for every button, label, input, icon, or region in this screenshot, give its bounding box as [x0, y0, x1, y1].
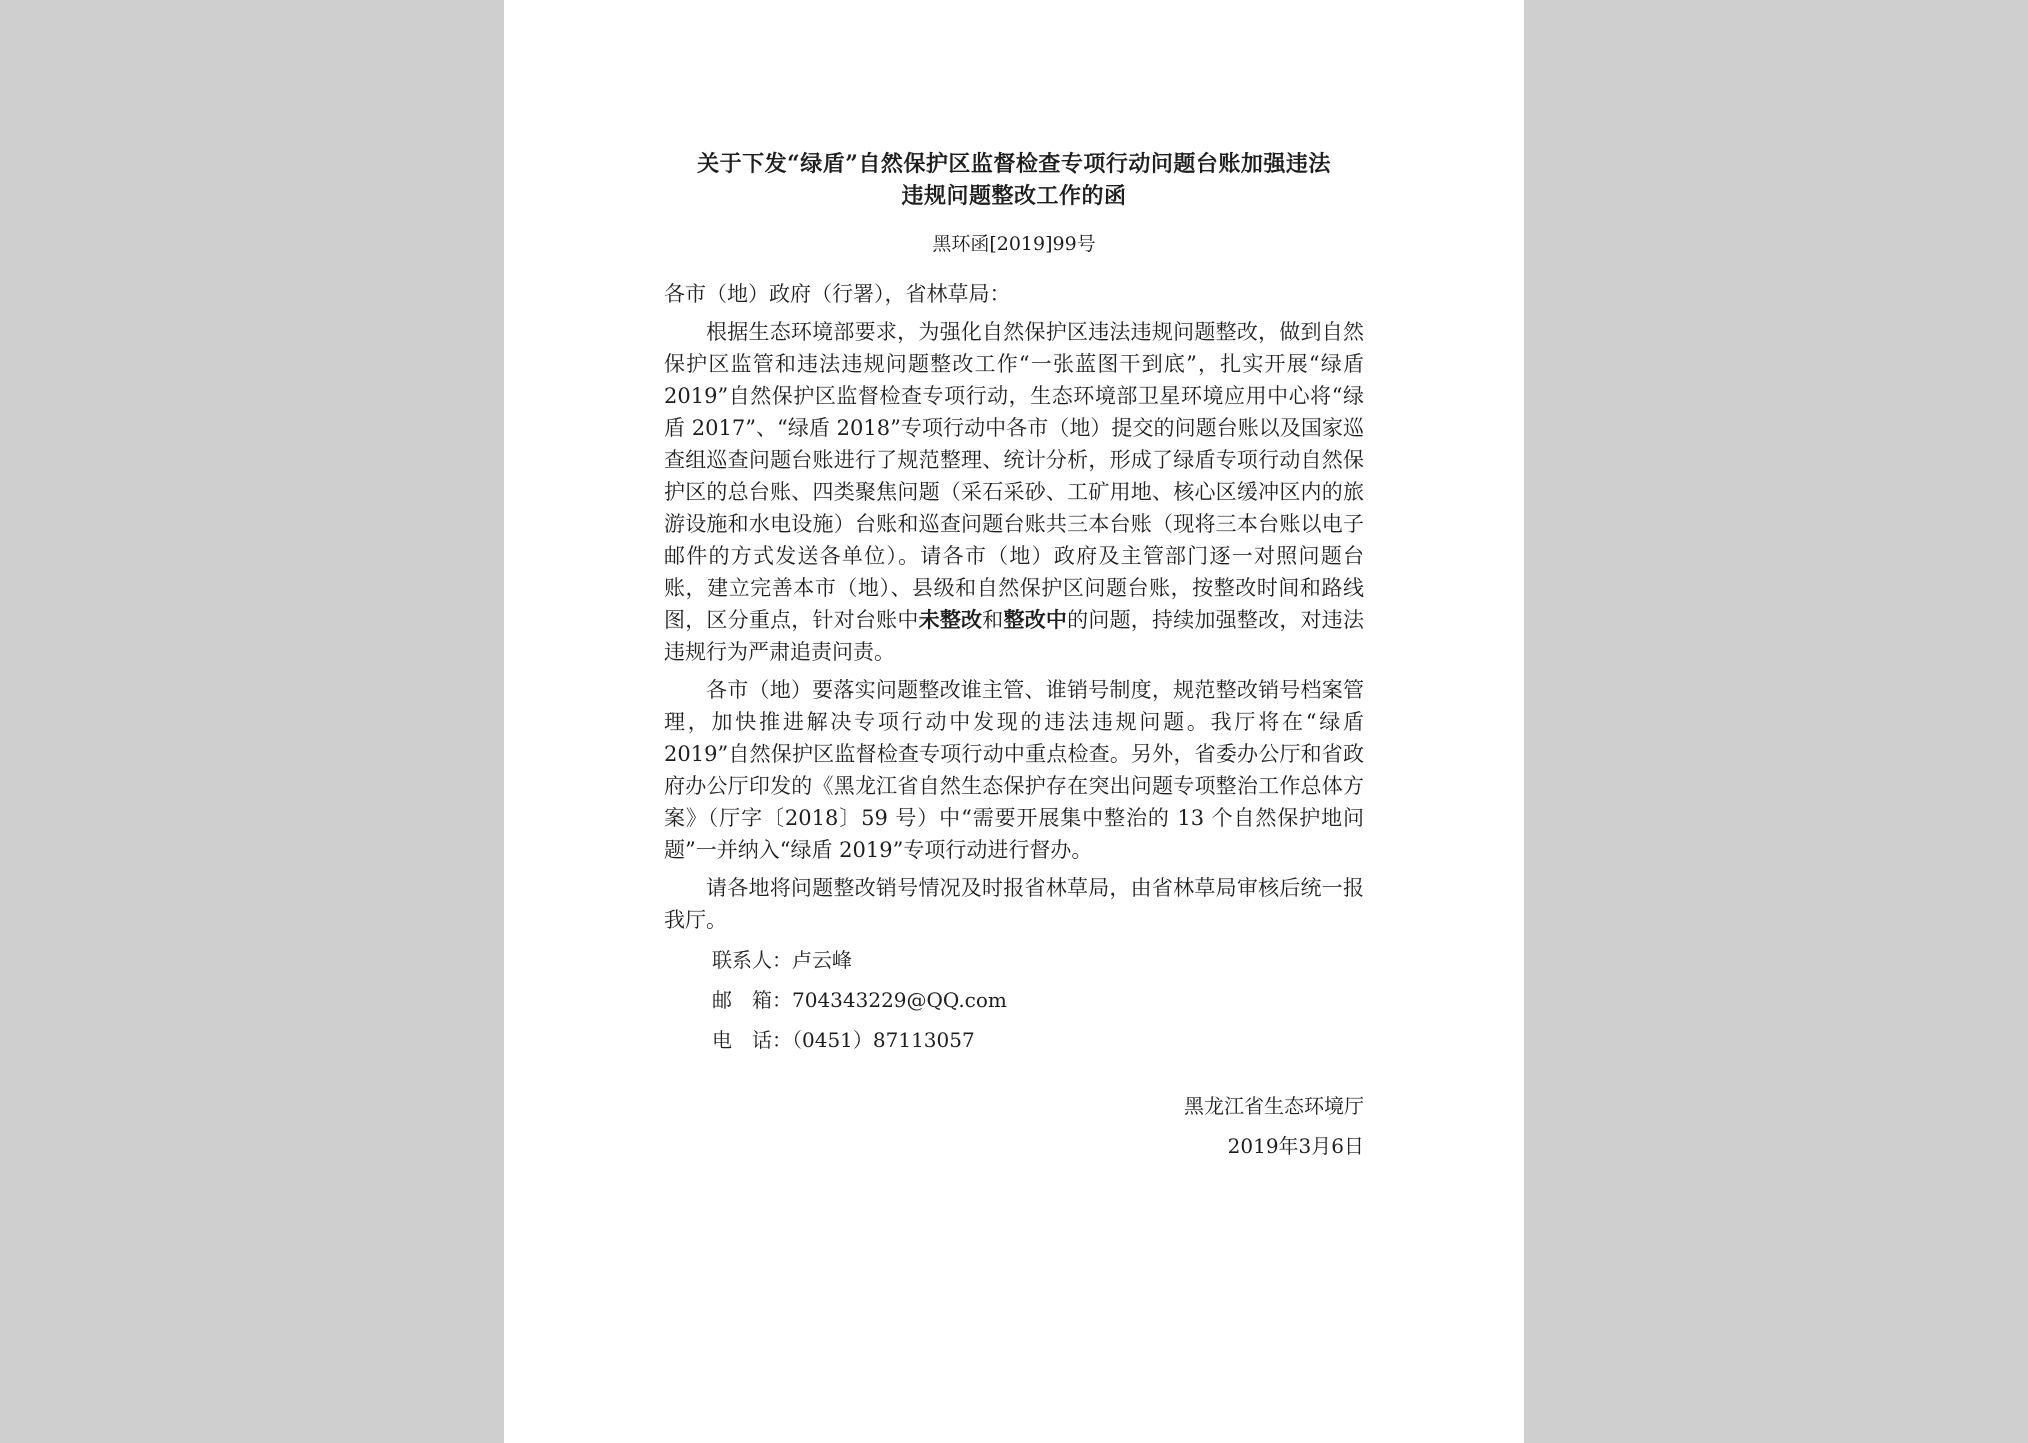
document-content [664, 148, 1364, 1166]
contact-person: 联系人：卢云峰 [712, 948, 852, 972]
paragraph-1-conjunction: 和 [982, 608, 1004, 632]
document-number: 黑环函[2019]99号 [932, 233, 1096, 255]
contact-email: 邮 箱：704343229@QQ.com [712, 988, 1007, 1012]
paragraph-2: 各市（地）要落实问题整改谁主管、谁销号制度，规范整改销号档案管理，加快推进解决专项行动中发现的违法违规问题。我厅将在“绿盾 2019”自然保护区监督检查专项行动中重点检查。另外，省委办公厅和省政府办公厅印发的《黑龙江省自然生态保护存在突出问题专项整治工作总体方案》（厅字〔2018〕59 号）中“需要开展集中整治的 13 个自然保护地问题”一并纳入“绿盾 2019”专项行动进行督办。 [664, 678, 1364, 862]
title-line-1: 关于下发“绿盾”自然保护区监督检查专项行动问题台账加强违法 [697, 151, 1331, 177]
salutation: 各市（地）政府（行署），省林草局： [664, 282, 1011, 306]
document-title [664, 148, 1364, 212]
signature-date: 2019年3月6日 [1227, 1134, 1364, 1158]
document-page [504, 0, 1524, 1443]
bold-term-in-rectification: 整改中 [1003, 607, 1068, 632]
signature-organization: 黑龙江省生态环境厅 [1184, 1094, 1364, 1118]
paragraph-1-part-1: 根据生态环境部要求，为强化自然保护区违法违规问题整改，做到自然保护区监管和违法违规问题整改工作“一张蓝图干到底”，扎实开展“绿盾 2019”自然保护区监督检查专项行动，生态环境部卫星环境应用中心将“绿盾 2017”、“绿盾 2018”专项行动中各市（地）提交的问题台账以及国家巡查组巡查问题台账进行了规范整理、统计分析，形成了绿盾专项行动自然保护区的总台账、四类聚焦问题（采石采砂、工矿用地、核心区缓冲区内的旅游设施和水电设施）台账和巡查问题台账共三本台账（现将三本台账以电子邮件的方式发送各单位）。请各市（地）政府及主管部门逐一对照问题台账，建立完善本市（地）、县级和自然保护区问题台账，按整改时间和路线图，区分重点，针对台账中 [664, 320, 1364, 632]
signature-block [664, 1086, 1364, 1166]
title-line-2: 违规问题整改工作的函 [901, 183, 1127, 209]
contact-block [664, 940, 1364, 1060]
bold-term-not-rectified: 未整改 [918, 607, 983, 632]
paragraph-3: 请各地将问题整改销号情况及时报省林草局，由省林草局审核后统一报我厅。 [664, 876, 1364, 932]
contact-phone: 电 话：（0451）87113057 [712, 1028, 975, 1052]
paragraph-1 [664, 316, 1364, 668]
paragraph-1-part-2: 的问题，持续加强整改，对违法违规行为严肃追责问责。 [664, 608, 1364, 664]
